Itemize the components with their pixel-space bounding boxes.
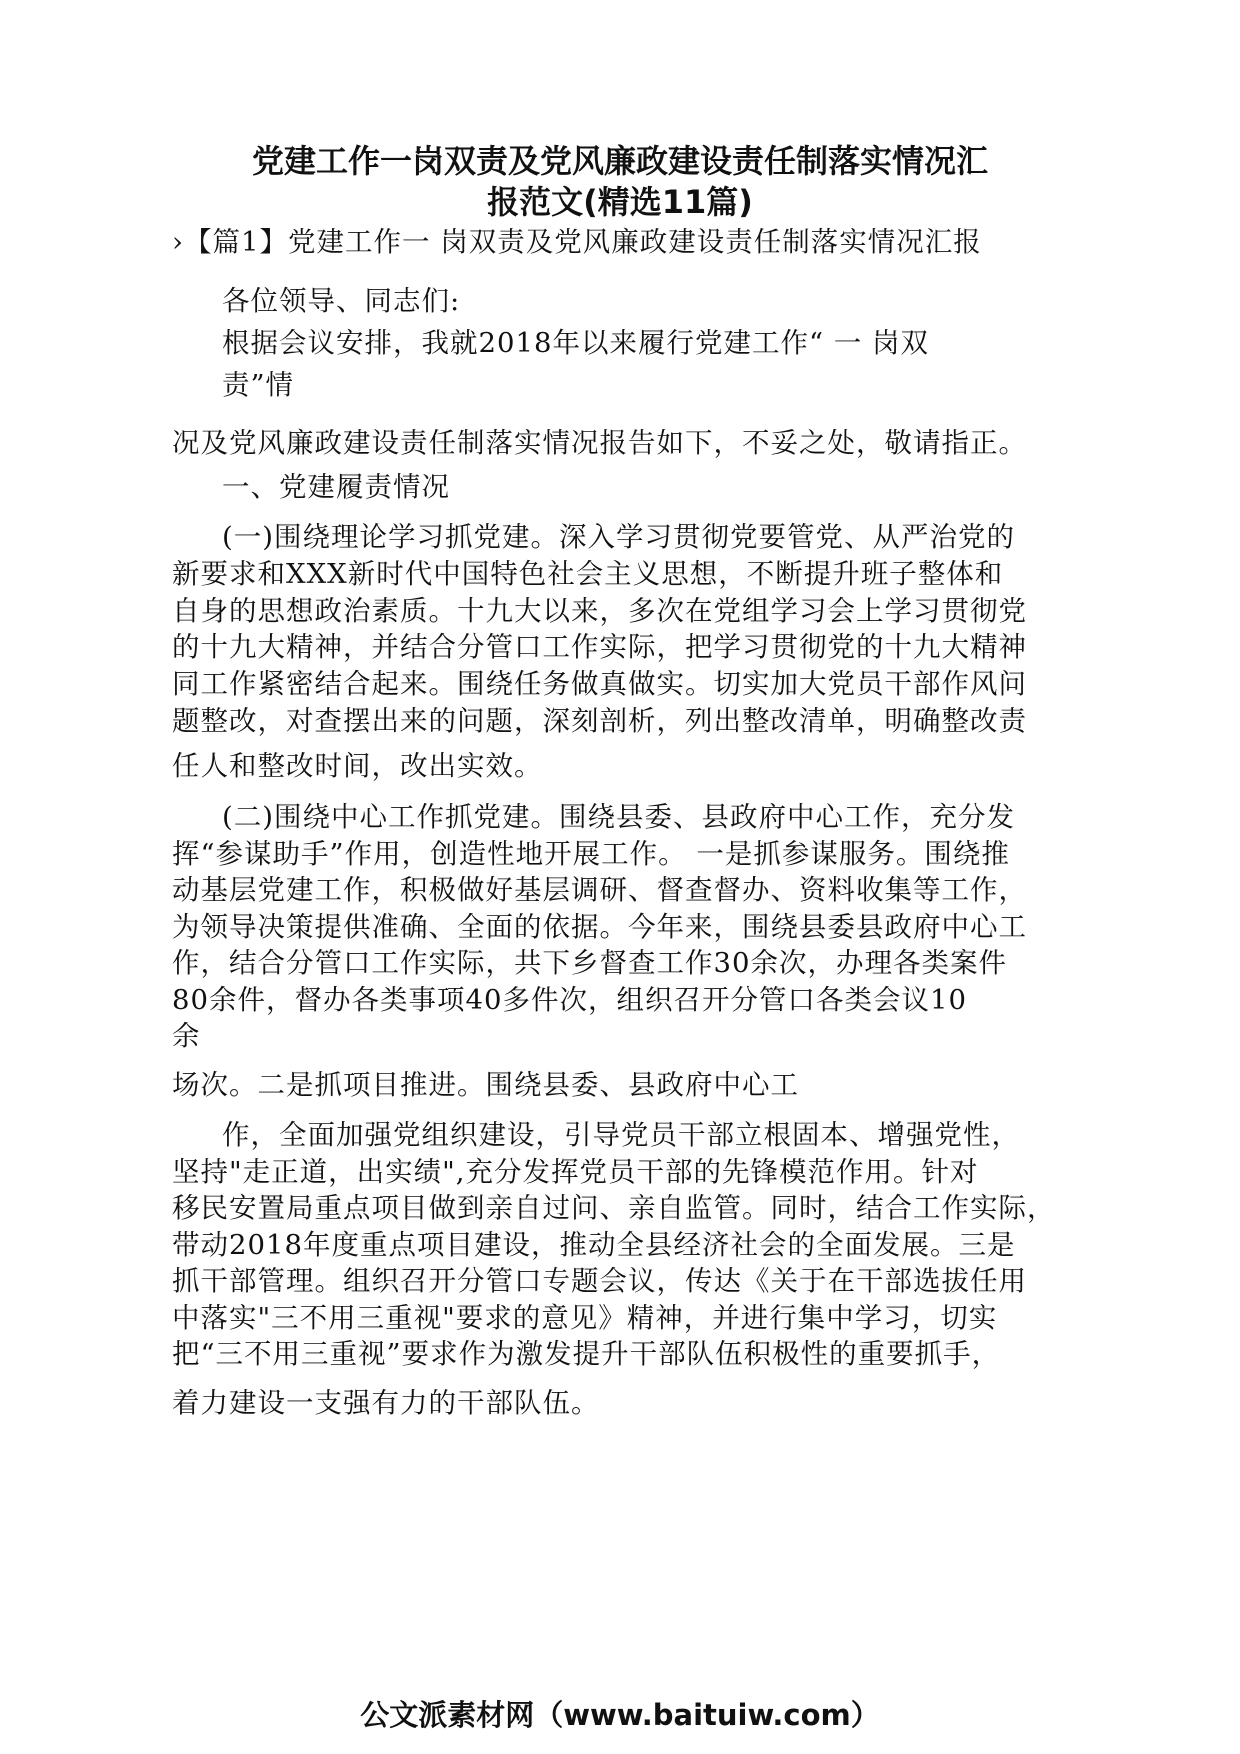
subsection-heading: 一、党建履责情况 [222,471,450,503]
body-line: 根据会议安排，我就2018年以来履行党建工作“ 一 岗双 [222,327,930,359]
body-line: 作，全面加强党组织建设，引导党员干部立根固本、增强党性， [222,1119,1020,1151]
body-line: (二)围绕中心工作抓党建。围绕县委、县政府中心工作，充分发 [222,801,1015,833]
body-line: 80余件，督办各类事项40多件次，组织召开分管口各类会议10 [172,984,967,1016]
footer-source: 公文派素材网（www.baituiw.com） [360,1698,880,1732]
body-line: 况及党风廉政建设责任制落实情况报告如下，不妥之处，敬请指正。 [172,427,1027,459]
body-line: 中落实"三不用三重视"要求的意见》精神，并进行集中学习，切实 [172,1302,998,1334]
body-line: 自身的思想政治素质。十九大以来，多次在党组学习会上学习贯彻党 [172,595,1027,627]
body-line: 余 [172,1020,201,1052]
body-line: 把“三不用三重视”要求作为激发提升干部队伍积极性的重要抓手， [172,1338,1001,1370]
body-line: (一)围绕理论学习抓党建。深入学习贯彻党要管党、从严治党的 [222,521,1015,553]
body-line: 抓干部管理。组织召开分管口专题会议，传达《关于在干部选拔任用 [172,1265,1027,1297]
body-line: 题整改，对查摆出来的问题，深刻剖析，列出整改清单，明确整改责 [172,705,1027,737]
body-line: 场次。二是抓项目推进。围绕县委、县政府中心工 [172,1069,799,1101]
body-line: 着力建设一支强有力的干部队伍。 [172,1387,600,1419]
body-line: 坚持"走正道，出实绩",充分发挥党员干部的先锋模范作用。针对 [172,1156,979,1188]
body-line: 带动2018年度重点项目建设，推动全县经济社会的全面发展。三是 [172,1229,1016,1261]
section-heading: ›【篇1】党建工作一 岗双责及党风廉政建设责任制落实情况汇报 [172,226,982,258]
body-line: 责”情 [222,369,295,401]
body-line: 的十九大精神，并结合分管口工作实际，把学习贯彻党的十九大精神 [172,631,1027,663]
body-line: 为领导决策提供准确、全面的依据。今年来，围绕县委县政府中心工 [172,911,1027,943]
body-line: 任人和整改时间，改出实效。 [172,750,543,782]
body-line: 移民安置局重点项目做到亲自过问、亲自监管。同时，结合工作实际， [172,1192,1056,1224]
body-line: 同工作紧密结合起来。围绕任务做真做实。切实加大党员干部作风问 [172,668,1027,700]
body-line: 作，结合分管口工作实际，共下乡督查工作30余次，办理各类案件 [172,947,1007,979]
document-title-line-1: 党建工作一岗双责及党风廉政建设责任制落实情况汇 [251,142,988,180]
salutation: 各位领导、同志们: [222,285,461,317]
document-title-line-2: 报范文(精选11篇) [487,183,753,221]
body-line: 动基层党建工作，积极做好基层调研、督查督办、资料收集等工作， [172,874,1027,906]
body-line: 新要求和XXX新时代中国特色社会主义思想，不断提升班子整体和 [172,558,1004,590]
body-line: 挥“参谋助手”作用，创造性地开展工作。 一是抓参谋服务。围绕推 [172,838,1010,870]
